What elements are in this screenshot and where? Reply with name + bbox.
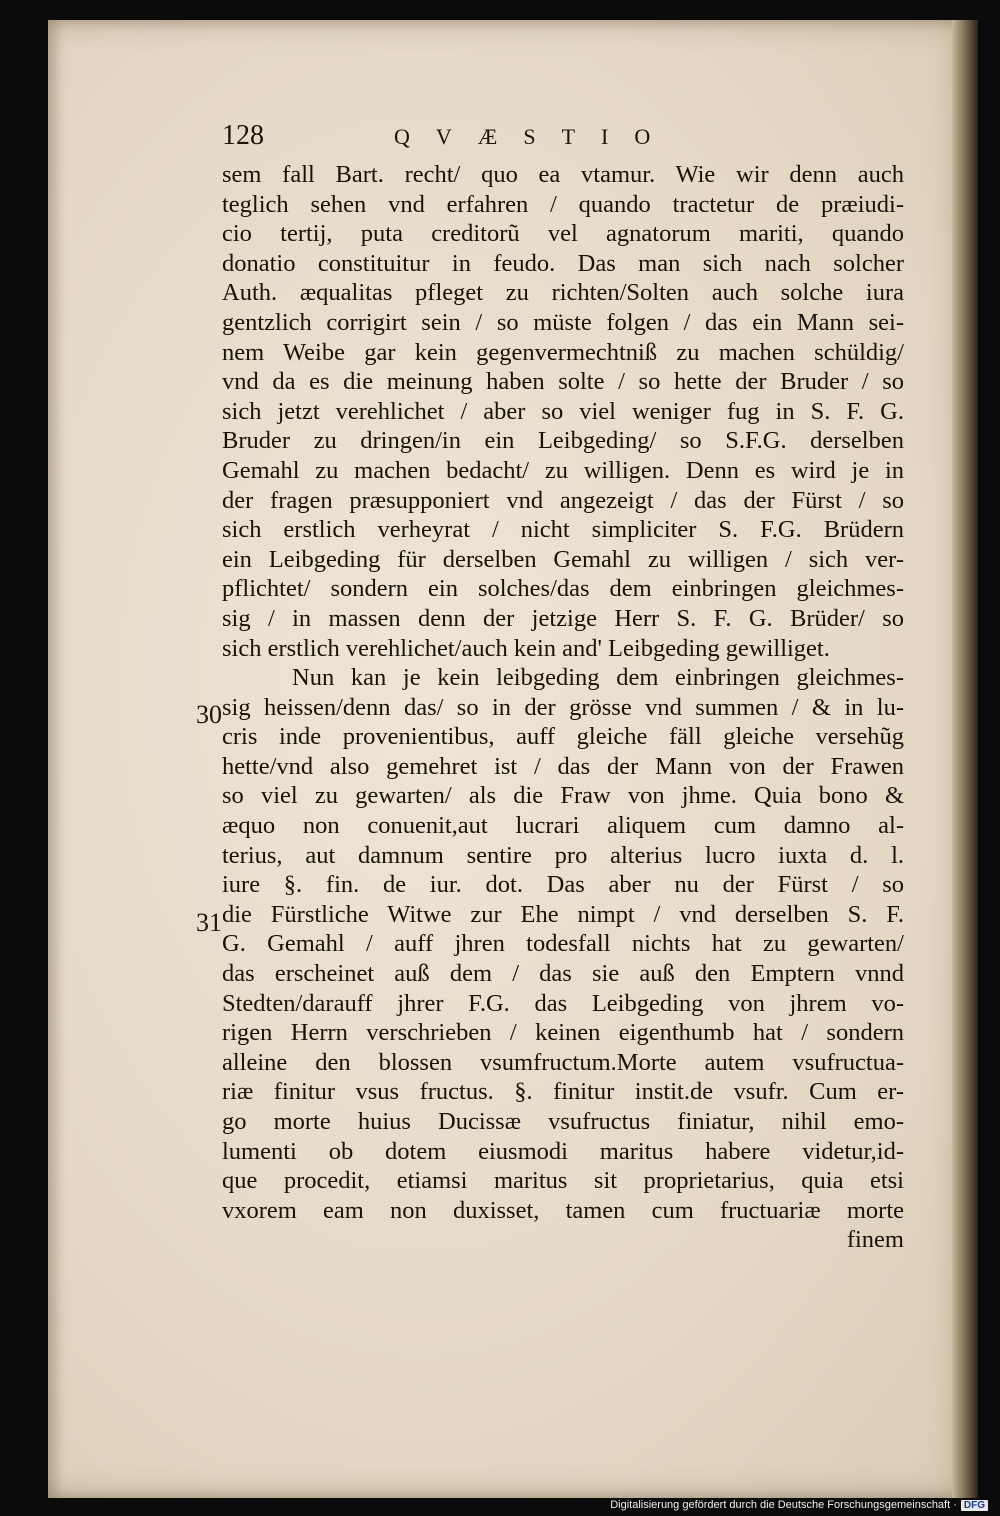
text-line: hette/vnd also gemehret ist / das der Mann von der Frawen bbox=[222, 752, 904, 780]
text-line: G. Gemahl / auff jhren todesfall nichts hat zu gewarten/ bbox=[222, 930, 904, 958]
text-line: sich jetzt verehlichet / aber so viel weniger fug in S. F. G. bbox=[222, 397, 904, 425]
margin-number-31: 31 bbox=[196, 908, 222, 937]
text-line: go morte huius Ducissæ vsufructus finiatur, nihil emo- bbox=[222, 1108, 904, 1135]
text-line: so viel zu gewarten/ als die Fraw von jhme. Quia bono & bbox=[222, 782, 904, 810]
text-line: Stedten/darauff jhrer F.G. das Leibgeding von jhrem vo- bbox=[222, 989, 904, 1017]
text-line: vnd da es die meinung haben solte / so hette der Bruder / so bbox=[222, 368, 904, 396]
text-line: Gemahl zu machen bedacht/ zu willigen. Denn es wird je in bbox=[222, 456, 904, 484]
text-line: der fragen præsupponiert vnd angezeigt / das der Fürst / so bbox=[222, 486, 904, 514]
text-line: alleine den blossen vsumfructum.Morte autem vsufructua- bbox=[222, 1048, 904, 1076]
text-line: teglich sehen vnd erfahren / quando tractetur de præiudi- bbox=[222, 190, 904, 218]
text-line: cris inde provenientibus, auff gleiche fäll gleiche versehũg bbox=[222, 723, 904, 751]
text-line: ein Leibgeding für derselben Gemahl zu willigen / sich ver- bbox=[222, 545, 904, 573]
text-line: Auth. æqualitas pfleget zu richten/Solten auch solche iura bbox=[222, 279, 904, 307]
footer-credit-text: Digitalisierung gefördert durch die Deutsche Forschungsgemeinschaft · bbox=[610, 1499, 957, 1511]
text-line: sem fall Bart. recht/ quo ea vtamur. Wie wir denn auch bbox=[222, 161, 904, 188]
text-line: donatio constituitur in feudo. Das man sich nach solcher bbox=[222, 249, 904, 277]
text-line: Bruder zu dringen/in ein Leibgeding/ so S.F.G. derselben bbox=[222, 427, 904, 455]
text-line: Nun kan je kein leibgeding dem einbringen gleichmes- bbox=[292, 664, 904, 692]
margin-number-30: 30 bbox=[196, 700, 222, 729]
footer-credit bbox=[610, 1499, 988, 1511]
text-line: nem Weibe gar kein gegenvermechtniß zu machen schüldig/ bbox=[222, 338, 904, 366]
text-line: sig heissen/denn das/ so in der grösse vnd summen / & in lu- bbox=[222, 693, 904, 721]
page-gutter-shadow bbox=[952, 20, 978, 1498]
text-line: sich erstlich verehlichet/auch kein and' Leibgeding gewilliget. bbox=[222, 634, 830, 662]
catchword: finem bbox=[846, 1226, 904, 1254]
text-line: gentzlich corrigirt sein / so müste folgen / das ein Mann sei- bbox=[222, 308, 904, 336]
running-title: QVÆSTIO bbox=[394, 124, 677, 149]
text-line: lumenti ob dotem eiusmodi maritus habere videtur,id- bbox=[222, 1137, 904, 1165]
dfg-logo: DFG bbox=[961, 1500, 988, 1511]
text-line: sich erstlich verheyrat / nicht simpliciter S. F.G. Brüdern bbox=[222, 516, 904, 544]
text-line: sig / in massen denn der jetzige Herr S. F. G. Brüder/ so bbox=[222, 604, 904, 632]
text-line: cio tertij, puta creditorũ vel agnatorum mariti, quando bbox=[222, 220, 904, 248]
text-line: die Fürstliche Witwe zur Ehe nimpt / vnd derselben S. F. bbox=[222, 900, 904, 928]
text-line: riæ finitur vsus fructus. §. finitur instit.de vsufr. Cum er- bbox=[222, 1078, 904, 1106]
page-header bbox=[222, 118, 902, 158]
text-line: rigen Herrn verschrieben / keinen eigenthumb hat / sondern bbox=[222, 1019, 904, 1047]
text-line: iure §. fin. de iur. dot. Das aber nu der Fürst / so bbox=[222, 871, 904, 899]
text-line: vxorem eam non duxisset, tamen cum fructuariæ morte bbox=[222, 1196, 904, 1224]
text-line: que procedit, etiamsi maritus sit proprietarius, quia etsi bbox=[222, 1167, 904, 1195]
text-line: das erscheinet auß dem / das sie auß den Emptern vnnd bbox=[222, 960, 904, 988]
text-line: terius, aut damnum sentire pro alterius lucro iuxta d. l. bbox=[222, 841, 904, 869]
page-number: 128 bbox=[222, 120, 264, 151]
text-line: pflichtet/ sondern ein solches/das dem einbringen gleichmes- bbox=[222, 575, 904, 603]
body-text bbox=[222, 160, 904, 1255]
text-line: æquo non conuenit,aut lucrari aliquem cum damno al- bbox=[222, 812, 904, 840]
